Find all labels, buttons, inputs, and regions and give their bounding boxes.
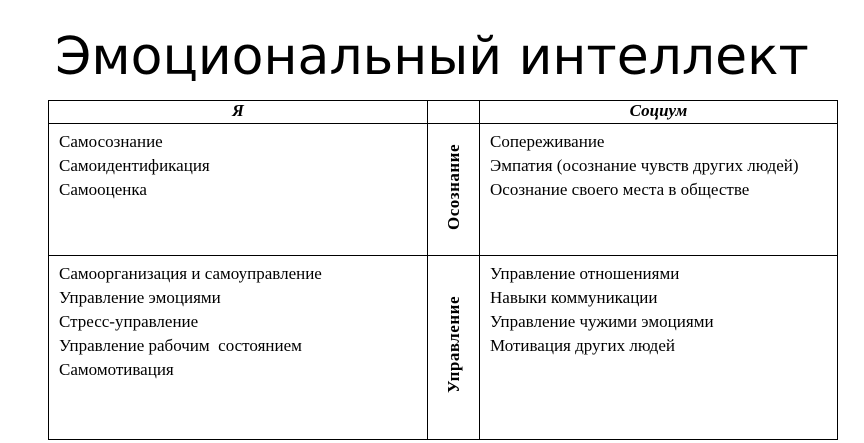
header-empty xyxy=(428,101,480,124)
self-awareness-cell xyxy=(49,124,428,256)
page-title: Эмоциональный интеллект xyxy=(55,27,809,87)
list-item: Управление эмоциями xyxy=(59,288,221,307)
list-item: Стресс-управление xyxy=(59,312,199,331)
table-row-management xyxy=(49,256,838,440)
list-item: Мотивация других людей xyxy=(490,336,675,355)
list-item: Управление чужими эмоциями xyxy=(490,312,714,331)
header-self: Я xyxy=(49,101,428,124)
list-item: Навыки коммуникации xyxy=(490,288,658,307)
table-row-awareness xyxy=(49,124,838,256)
social-awareness-cell xyxy=(480,124,838,256)
row-label-management: Управление xyxy=(443,296,463,394)
self-management-cell xyxy=(49,256,428,440)
row-label-cell-awareness xyxy=(428,124,480,256)
list-item: Осознание своего места в обществе xyxy=(490,180,750,199)
list-item: Самоорганизация и самоуправление xyxy=(59,264,322,283)
list-item: Сопереживание xyxy=(490,132,605,151)
table-header-row xyxy=(49,101,838,124)
row-label-awareness: Осознание xyxy=(443,143,463,231)
row-label-cell-management xyxy=(428,256,480,440)
list-item: Самомотивация xyxy=(59,360,174,379)
social-management-list xyxy=(490,262,837,358)
list-item: Самосознание xyxy=(59,132,163,151)
list-item: Самоидентификация xyxy=(59,156,210,175)
list-item: Самооценка xyxy=(59,180,147,199)
social-management-cell xyxy=(480,256,838,440)
header-society: Социум xyxy=(480,101,838,124)
list-item: Управление отношениями xyxy=(490,264,680,283)
self-management-list xyxy=(59,262,427,382)
list-item: Эмпатия (осознание чувств других людей) xyxy=(490,156,799,175)
list-item: Управление рабочим состоянием xyxy=(59,336,302,355)
emotional-intelligence-table xyxy=(48,100,838,440)
self-awareness-list xyxy=(59,130,427,202)
social-awareness-list xyxy=(490,130,837,202)
